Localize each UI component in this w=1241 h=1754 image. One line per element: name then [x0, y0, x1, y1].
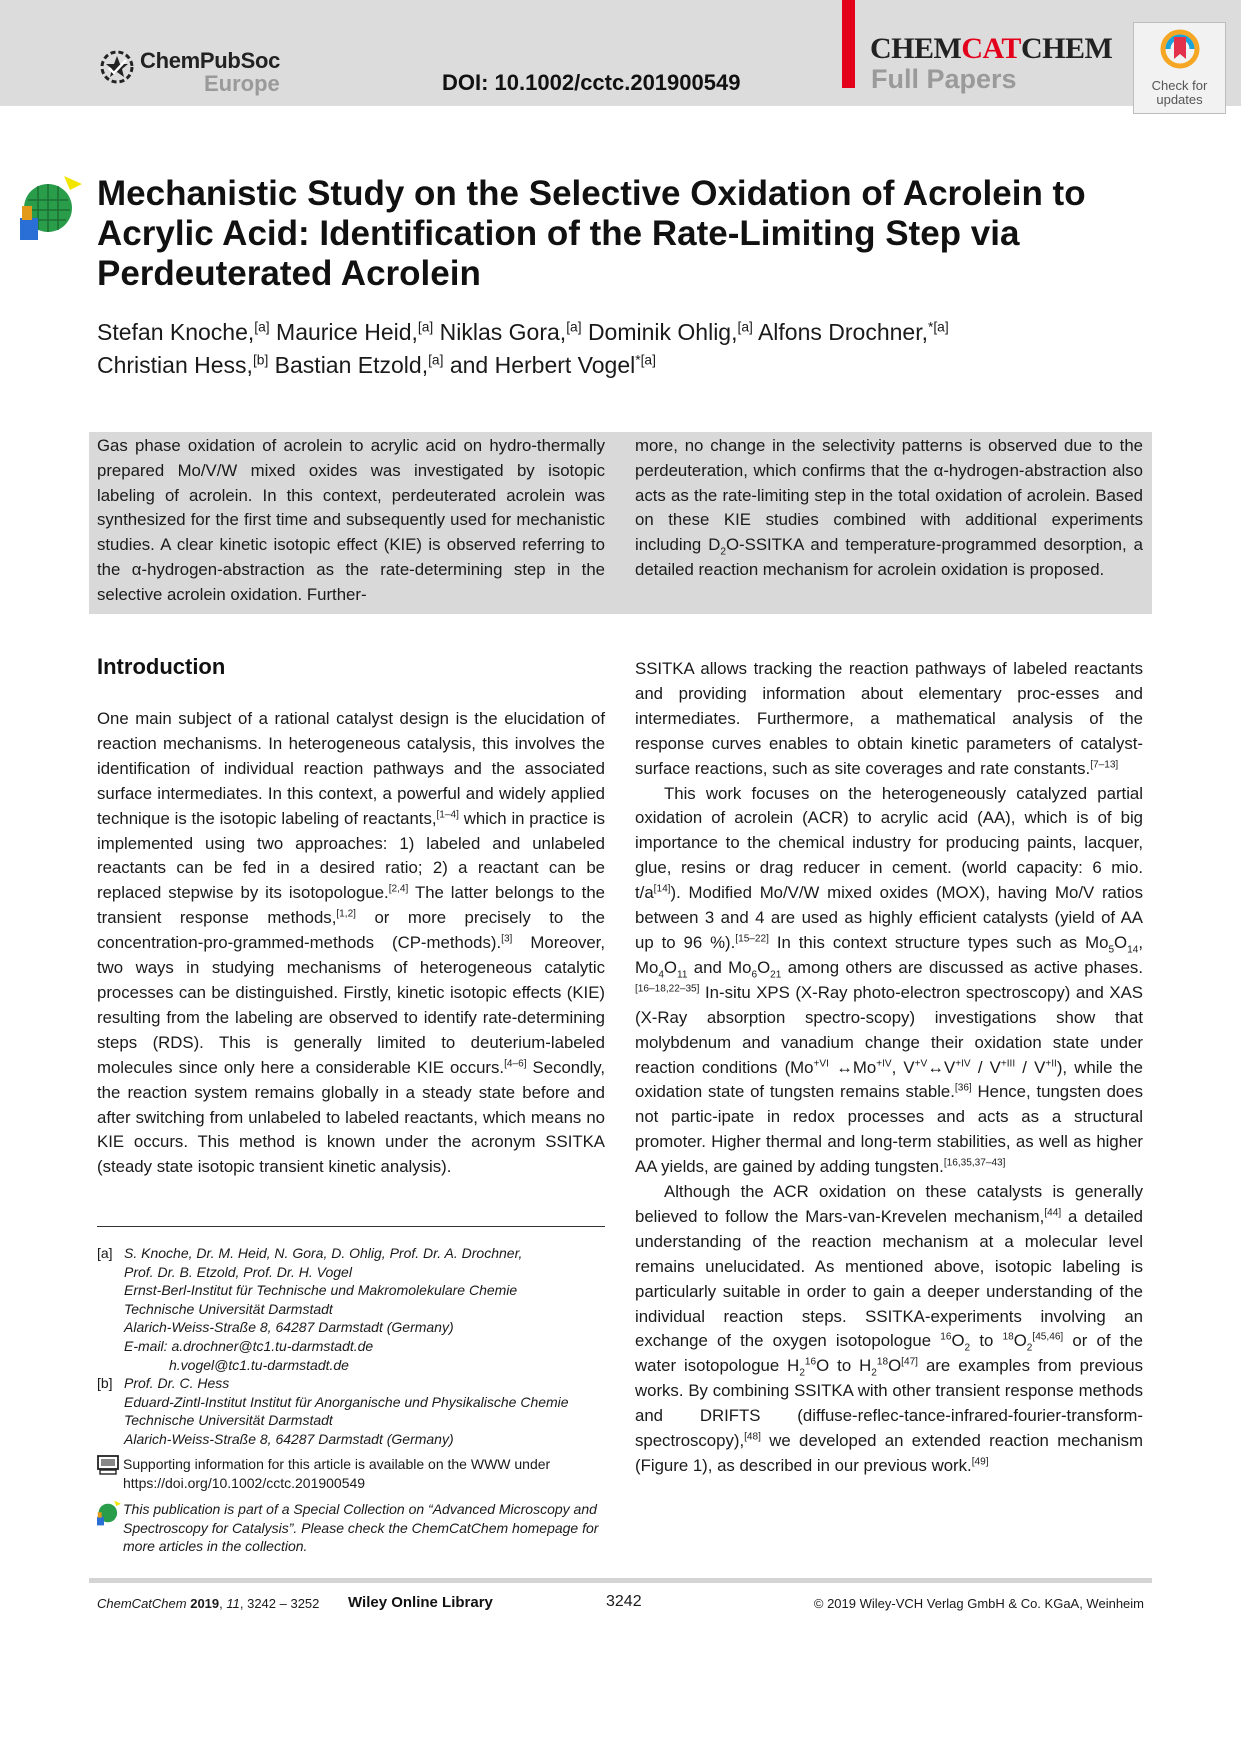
- isotope-mass: 16: [940, 1331, 952, 1343]
- text: Although the ACR oxidation on these catalysts is generally believed to follow the Mars-van-Krevelen mechanism,: [635, 1182, 1143, 1226]
- affiliation-line: Ernst-Berl-Institut für Technische und Makromolekulare Chemie: [124, 1282, 518, 1299]
- abstract-left: Gas phase oxidation of acrolein to acrylic acid on hydro-thermally prepared Mo/V/W mixed oxides was investigated by isotopic labeling of acrolein. In this context, perdeuterated acrolein was synthesized for the first time and subsequently used for mechanistic studies. A clear kinetic isotopic effect (KIE) is observed referring to the α-hydrogen-abstraction as the rate-determining step in the selective acrolein oxidation. Further-: [97, 436, 605, 604]
- publisher-name: ChemPubSoc: [140, 48, 281, 73]
- journal-name-part-2: CAT: [961, 32, 1021, 65]
- text: among others are discussed as active phases.: [781, 957, 1143, 977]
- article-type: Full Papers: [871, 64, 1017, 94]
- citation[interactable]: [1,2]: [336, 908, 356, 920]
- chempubsoc-logo: [98, 46, 298, 96]
- text: SSITKA allows tracking the reaction pathways of labeled reactants and providing information about elementary proc-esses and intermediates. Furthermore, a mathematical analysis of the response curves enables to obtain kinetic parameters of catalyst-surface reactions, such as site coverages and rate constants.: [635, 659, 1143, 778]
- author-affiliation: [a]: [417, 319, 434, 335]
- text: O: [1114, 932, 1128, 952]
- affiliations: [97, 1244, 607, 1449]
- text: O: [951, 1331, 965, 1351]
- affiliation-line: Alarich-Weiss-Straße 8, 64287 Darmstadt (Germany): [124, 1430, 454, 1447]
- intro-paragraph-1: [97, 707, 605, 1180]
- journal-name: [870, 32, 1112, 66]
- text: Hence, tungsten does not partic-ipate in redox processes and acts as a structural promoter. Higher thermal and long-term stabilities, as well as higher AA yields, are gained by adding tungsten.: [635, 1082, 1143, 1177]
- intro-paragraph-3: [635, 782, 1143, 1181]
- citation[interactable]: [47]: [901, 1356, 918, 1368]
- page-number: 3242: [606, 1593, 642, 1610]
- text: or more precisely to the concentration-pro-grammed-methods (CP-methods).: [97, 908, 605, 953]
- affiliation-a: [97, 1244, 607, 1374]
- text: ↔Mo: [828, 1057, 877, 1077]
- article-title: Mechanistic Study on the Selective Oxidation of Acrolein to Acrylic Acid: Identification of the Rate-Limiting Step via Perdeuterated Acrolein: [97, 174, 1086, 293]
- text: O: [1013, 1331, 1027, 1351]
- citation[interactable]: [36]: [954, 1082, 972, 1094]
- crossmark-icon: [1160, 29, 1200, 75]
- affiliation-line: Technische Universität Darmstadt: [124, 1300, 333, 1317]
- oxidation-state: +IV: [876, 1057, 892, 1069]
- text: , V: [891, 1057, 915, 1077]
- check-for-updates-label: [1134, 79, 1225, 107]
- isotope-mass: 18: [1002, 1331, 1014, 1343]
- text: Secondly, the reaction system remains globally in a steady state before and after switching from unlabeled to labeled reactants, which means no KIE occurs. This method is known under the acronym SSITKA (steady state isotopic transient kinetic analysis).: [97, 1057, 605, 1177]
- intro-right-column: [635, 657, 1143, 1479]
- citation[interactable]: [48]: [744, 1431, 761, 1443]
- subscript: 2: [799, 1367, 805, 1379]
- footer-year: 2019: [190, 1596, 220, 1611]
- author[interactable]: and Herbert Vogel: [449, 352, 636, 378]
- affiliation-line: Alarich-Weiss-Straße 8, 64287 Darmstadt (Germany): [124, 1319, 454, 1336]
- subscript: 21: [770, 969, 782, 981]
- intro-paragraph-2: [635, 657, 1143, 782]
- footer-pages: , 3242 – 3252: [239, 1596, 320, 1611]
- email-link[interactable]: h.vogel@tc1.tu-darmstadt.de: [169, 1356, 349, 1373]
- text: O: [757, 957, 771, 977]
- text: This work focuses on the heterogeneously catalyzed partial oxidation of acrolein (ACR) to acrylic acid (AA), which is of big importance to the chemical industry for producing paints, lacquer, glue, resins or drag reducer in cement. (world capacity: 6 mio. t/a: [635, 783, 1143, 903]
- footer-divider: [89, 1578, 1152, 1583]
- page-header: [0, 0, 1241, 106]
- affiliation-label: [b]: [97, 1375, 113, 1392]
- affiliation-line: Prof. Dr. C. Hess: [124, 1375, 230, 1392]
- oxidation-state: +V: [914, 1057, 928, 1069]
- citation-line: ChemCatChem 2019, 11, 3242 – 3252: [97, 1596, 320, 1611]
- footer-journal: ChemCatChem: [97, 1596, 187, 1611]
- check-line-2: updates: [1156, 92, 1203, 107]
- text: which in practice is implemented using two approaches: 1) labeled and unlabeled reactants can be fed in a desired ratio; 2) a reactant can be replaced stepwise by its isotopologue.: [97, 808, 605, 903]
- text: to: [970, 1331, 1003, 1351]
- affiliation-label: [a]: [97, 1245, 113, 1261]
- text: and Mo: [687, 957, 752, 977]
- oxidation-state: +II: [1045, 1057, 1057, 1069]
- text: ↔V: [927, 1057, 956, 1077]
- intro-paragraph-4: [635, 1180, 1143, 1479]
- isotope-mass: 18: [876, 1356, 889, 1368]
- text: ). Modified Mo/V/W mixed oxides (MOX), having Mo/V ratios between 3 and 4 are used as highly efficient catalysts (yield of AA up to 96 %).: [635, 883, 1143, 952]
- affiliation-line: Technische Universität Darmstadt: [124, 1412, 333, 1429]
- author-affiliation: [a]: [254, 319, 270, 335]
- doi[interactable]: DOI: 10.1002/cctc.201900549: [442, 70, 741, 95]
- journal-accent-bar: [842, 0, 855, 88]
- subscript: 11: [676, 969, 688, 981]
- affiliation-b: [97, 1374, 607, 1448]
- special-collection-icon: [20, 176, 82, 240]
- text: In this context structure types such as Mo: [768, 932, 1109, 952]
- author[interactable]: Bastian Etzold,: [274, 352, 429, 378]
- intro-left-column: [97, 707, 605, 1180]
- isotope-mass: 16: [804, 1356, 817, 1368]
- citation[interactable]: [49]: [971, 1456, 989, 1468]
- copyright: © 2019 Wiley-VCH Verlag GmbH & Co. KGaA, Weinheim: [813, 1596, 1144, 1611]
- oxidation-state: +VI: [813, 1057, 829, 1069]
- introduction-heading: Introduction: [97, 654, 226, 679]
- abstract-subscript: 2: [720, 546, 726, 558]
- author[interactable]: Niklas Gora,: [439, 319, 567, 345]
- subscript: 2: [871, 1367, 877, 1379]
- abstract: [89, 432, 1152, 614]
- citation[interactable]: [44]: [1044, 1207, 1062, 1219]
- abstract-right-a: more, no change in the selectivity patterns is observed due to the perdeuteration, which confirms that the α-hydrogen-abstraction also acts as the rate-limiting step in the total oxidation of acrolein. Based on these KIE studies combined with additional experiments including D: [635, 436, 1143, 555]
- journal-name-part-3: CHEM: [1020, 32, 1113, 65]
- text: ), while the oxidation state of tungsten remains stable.: [635, 1057, 1143, 1102]
- text: / V: [970, 1057, 1001, 1077]
- text: / V: [1015, 1057, 1046, 1077]
- author[interactable]: Maurice Heid,: [276, 319, 418, 345]
- supporting-information-note: [97, 1455, 607, 1492]
- text: O: [663, 957, 677, 977]
- citation[interactable]: [1–4]: [436, 809, 459, 821]
- chempubsoc-star-icon: [98, 48, 136, 86]
- supporting-information-link[interactable]: Supporting information for this article is available on the WWW under https://doi.org/10.1002/cctc.201900549: [123, 1456, 551, 1491]
- text: are examples from previous works. By combining SSITKA with other transient response methods and DRIFTS (diffuse-reflec-tance-infrared-fourier-transform-spectroscopy),: [635, 1356, 1143, 1451]
- text: we developed an extended reaction mechanism (Figure 1), as described in our previous work.: [635, 1431, 1143, 1475]
- subscript: 6: [751, 969, 758, 981]
- citation[interactable]: [16–18,22–35]: [635, 983, 700, 995]
- affiliation-line: Eduard-Zintl-Institut Institut für Anorganische und Physikalische Chemie: [124, 1393, 569, 1410]
- citation[interactable]: [14]: [653, 883, 671, 895]
- text: , Mo: [635, 932, 1143, 977]
- text: One main subject of a rational catalyst design is the elucidation of reaction mechanisms. In heterogeneous catalysis, this involves the identification of individual reaction pathways and the associated surface intermediates. In this context, a powerful and widely applied technique is the isotopic labeling of reactants,: [97, 709, 605, 828]
- publisher-region: Europe: [204, 71, 280, 96]
- computer-icon: [97, 1455, 119, 1475]
- affiliation-line: Prof. Dr. B. Etzold, Prof. Dr. H. Vogel: [124, 1263, 352, 1280]
- abstract-right: [635, 434, 1143, 583]
- special-collection-small-icon: [97, 1500, 121, 1526]
- text: Moreover, two ways in studying mechanisms of heterogeneous catalytic processes can be distinguished. Firstly, kinetic isotopic effects (KIE) resulting from the labeling are observed to identify rate-determining steps (RDS). This is generally limited to deuterium-labeled molecules since only here a considerable KIE occurs.: [97, 933, 605, 1077]
- author-affiliation: [a]: [737, 319, 753, 335]
- citation[interactable]: [3]: [501, 933, 513, 945]
- oxidation-state: +III: [1000, 1057, 1016, 1069]
- author-affiliation: *[a]: [635, 352, 656, 368]
- text: O to H: [816, 1356, 872, 1376]
- citation[interactable]: [7–13]: [1090, 759, 1119, 771]
- text: The latter belongs to the transient response methods,: [97, 883, 606, 928]
- author-affiliation: [b]: [252, 352, 269, 368]
- special-collection-text: This publication is part of a Special Collection on “Advanced Microscopy and Spectroscopy for Catalysis”. Please check the ChemCatChem homepage for more articles in the collection.: [123, 1501, 599, 1555]
- wiley-online-library-link[interactable]: Wiley Online Library: [348, 1594, 493, 1611]
- abstract-right-b: O-SSITKA and temperature-programmed desorption, a detailed reaction mechanism for acrolein oxidation is proposed.: [635, 535, 1143, 579]
- subscript: 14: [1127, 944, 1139, 956]
- oxidation-state: +IV: [955, 1057, 971, 1069]
- citation[interactable]: [16,35,37–43]: [943, 1157, 1006, 1169]
- author-affiliation: *[a]: [927, 319, 949, 335]
- text: In-situ XPS (X-Ray photo-electron spectroscopy) and XAS (X-Ray absorption spectro-scopy) investigations show that molybdenum and vanadium change their oxidation state under reaction conditions (Mo: [635, 982, 1143, 1077]
- affiliation-line: S. Knoche, Dr. M. Heid, N. Gora, D. Ohlig, Prof. Dr. A. Drochner,: [124, 1245, 523, 1261]
- citation[interactable]: [45,46]: [1032, 1331, 1064, 1343]
- author[interactable]: Stefan Knoche,: [97, 319, 255, 345]
- check-for-updates-button[interactable]: [1133, 22, 1226, 114]
- check-line-1: Check for: [1151, 78, 1208, 93]
- author[interactable]: Christian Hess,: [97, 352, 253, 378]
- citation[interactable]: [2,4]: [388, 883, 409, 895]
- special-collection-note: [97, 1500, 607, 1556]
- text: a detailed understanding of the reaction mechanism at a molecular level remains unelucidated. As mentioned above, isotopic labeling is particularly suitable in order to gain a deeper understanding of the individual reaction steps. SSITKA-experiments involving an exchange of the oxygen isotopologue: [635, 1206, 1143, 1351]
- citation[interactable]: [4–6]: [504, 1058, 527, 1070]
- subscript: 2: [1026, 1342, 1033, 1354]
- author-affiliation: [a]: [428, 352, 444, 368]
- text: or of the water isotopologue H: [635, 1331, 1144, 1376]
- citation[interactable]: [15–22]: [735, 933, 769, 945]
- footer-volume: 11: [226, 1596, 240, 1611]
- subscript: 2: [964, 1342, 971, 1354]
- journal-name-part-1: CHEM: [870, 32, 962, 65]
- email-link[interactable]: E-mail: a.drochner@tc1.tu-darmstadt.de: [124, 1337, 374, 1354]
- author-affiliation: [a]: [566, 319, 582, 335]
- text: O: [888, 1356, 902, 1376]
- affiliation-divider: [97, 1226, 605, 1227]
- author[interactable]: Alfons Drochner,: [757, 319, 928, 345]
- subscript: 5: [1108, 944, 1115, 956]
- subscript: 4: [658, 969, 664, 981]
- author-list: [97, 316, 1157, 382]
- author[interactable]: Dominik Ohlig,: [587, 319, 738, 345]
